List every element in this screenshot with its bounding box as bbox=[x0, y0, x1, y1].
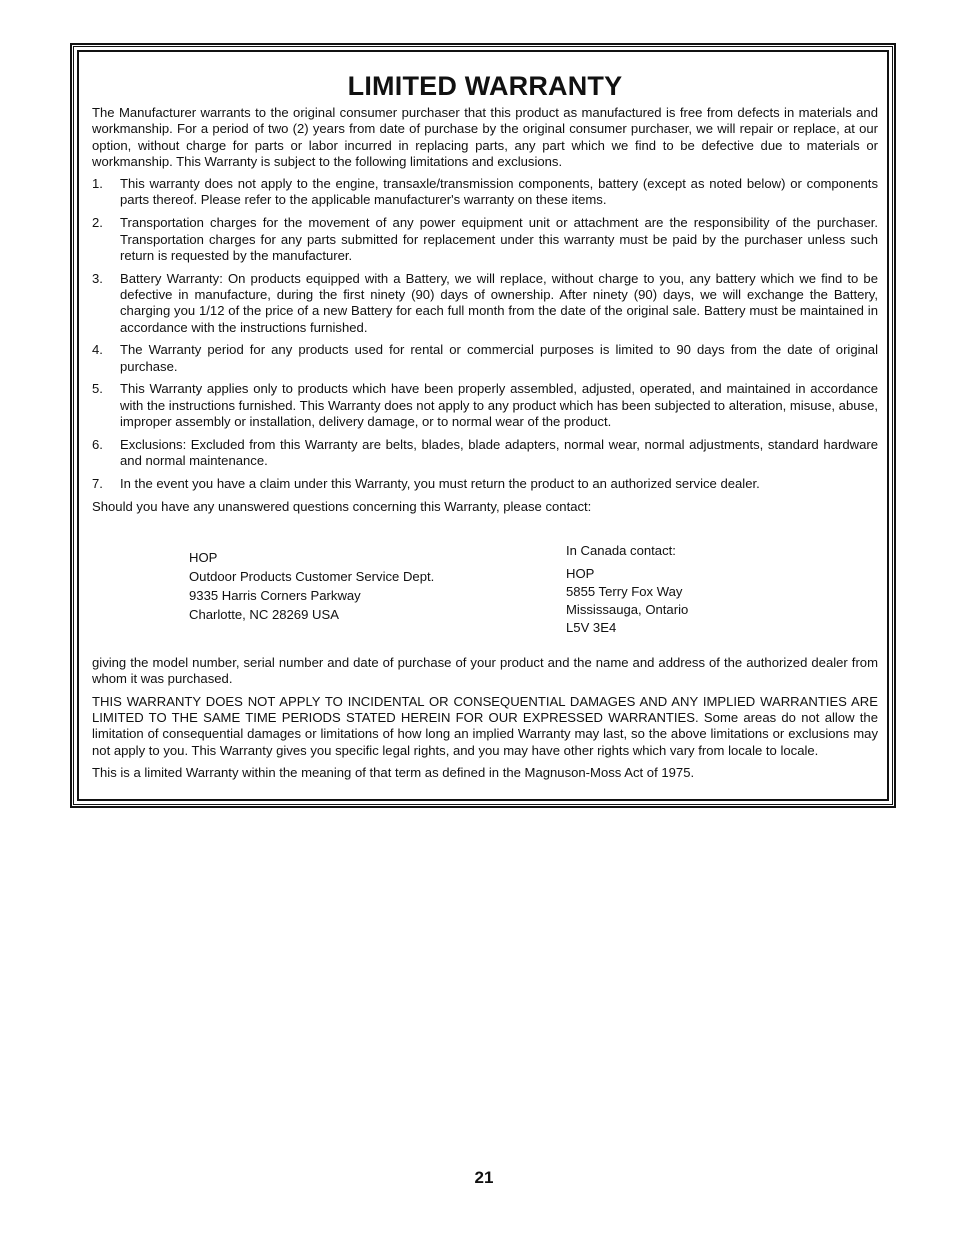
list-item bbox=[92, 342, 878, 375]
us-address-line: Charlotte, NC 28269 USA bbox=[189, 607, 339, 623]
contact-prompt: Should you have any unanswered questions concerning this Warranty, please contact: bbox=[92, 498, 592, 514]
canada-address-line: HOP bbox=[566, 566, 595, 582]
list-item-text: The Warranty period for any products used for rental or commercial purposes is limited to 90 days from the date of original purchase. bbox=[120, 342, 878, 374]
list-item bbox=[92, 381, 878, 430]
list-item-number: 3. bbox=[92, 270, 103, 286]
list-item-number: 2. bbox=[92, 215, 103, 231]
us-address-line: HOP bbox=[189, 550, 218, 566]
warranty-intro: The Manufacturer warrants to the original consumer purchaser that this product as manufactured is free from defects in materials and workmanship. For a period of two (2) years from date of purchase by the original consumer purchaser, we will repair or replace, at our option, without charge for parts or labor incurred in replacing parts, any part which we find to be defective due to materials or workmanship. This Warranty is subject to the following limitations and exclusions. bbox=[92, 105, 878, 169]
list-item-text: This Warranty applies only to products which have been properly assembled, adjusted, operated, and maintained in accordance with the instructions furnished. This Warranty does not apply to any product which has been subjected to alteration, misuse, abuse, improper assembly or installation, delivery damage, or to normal wear of the product. bbox=[120, 381, 878, 430]
list-item-text: This warranty does not apply to the engine, transaxle/transmission components, battery (except as noted below) or components parts thereof. Please refer to the applicable manufacturer's warranty on these items. bbox=[120, 176, 878, 208]
list-item-number: 1. bbox=[92, 176, 103, 192]
us-address-block bbox=[189, 548, 434, 624]
list-item-text: Battery Warranty: On products equipped with a Battery, we will replace, without charge to you, any battery which we find to be defective in manufacture, during the first ninety (90) days of ownership. After ninety (90) days, we will exchange the Battery, charging you 1/12 of the price of a new Battery for each full month from the date of the original sale. Battery must be maintained in accordance with the instructions furnished. bbox=[120, 270, 878, 335]
warranty-disclaimer: THIS WARRANTY DOES NOT APPLY TO INCIDENTAL OR CONSEQUENTIAL DAMAGES AND ANY IMPLIED WARRANTIES ARE LIMITED TO THE SAME TIME PERIODS STATED HEREIN FOR OUR EXPRESSED WARRANTIES. Some areas do not allow the limitation of consequential damages or limitations of how long an implied Warranty may last, so the above limitations or exclusions may not apply to you. This Warranty gives you specific legal rights, and you may have other rights which vary from locale to locale. bbox=[92, 693, 878, 758]
list-item bbox=[92, 476, 878, 492]
list-item-text: Transportation charges for the movement of any power equipment unit or attachment are the responsibility of the purchaser. Transportation charges for any parts submitted for replacement under this warranty must be paid by the purchaser unless such return is requested by the manufacturer. bbox=[120, 215, 878, 263]
giving-information-text: giving the model number, serial number and date of purchase of your product and the name and address of the authorized dealer from whom it was purchased. bbox=[92, 655, 878, 687]
list-item-number: 5. bbox=[92, 381, 103, 397]
list-item bbox=[92, 437, 878, 470]
magnuson-moss-statement: This is a limited Warranty within the meaning of that term as defined in the Magnuson-Moss Act of 1975. bbox=[92, 764, 695, 780]
canada-address-line: 5855 Terry Fox Way bbox=[566, 584, 683, 600]
list-item bbox=[92, 215, 878, 264]
list-item-number: 6. bbox=[92, 436, 103, 452]
list-item bbox=[92, 176, 878, 209]
limitations-list bbox=[92, 176, 878, 492]
warranty-content bbox=[92, 70, 878, 787]
page-number: 21 bbox=[474, 1168, 494, 1187]
canada-address-line: Mississauga, Ontario bbox=[566, 602, 689, 618]
us-address-line: Outdoor Products Customer Service Dept. bbox=[189, 569, 435, 585]
list-item-text: In the event you have a claim under this Warranty, you must return the product to an authorized service dealer. bbox=[120, 475, 760, 491]
contact-addresses bbox=[92, 521, 878, 655]
page-title: LIMITED WARRANTY bbox=[347, 71, 623, 101]
canada-address-block bbox=[566, 542, 688, 637]
canada-contact-label: In Canada contact: bbox=[566, 543, 676, 559]
list-item-text: Exclusions: Excluded from this Warranty are belts, blades, blade adapters, normal wear, normal adjustments, standard hardware and normal maintenance. bbox=[120, 436, 878, 469]
list-item bbox=[92, 271, 878, 336]
us-address-line: 9335 Harris Corners Parkway bbox=[189, 588, 361, 604]
list-item-number: 7. bbox=[92, 475, 103, 491]
list-item-number: 4. bbox=[92, 342, 103, 358]
canada-address-line: L5V 3E4 bbox=[566, 620, 617, 636]
